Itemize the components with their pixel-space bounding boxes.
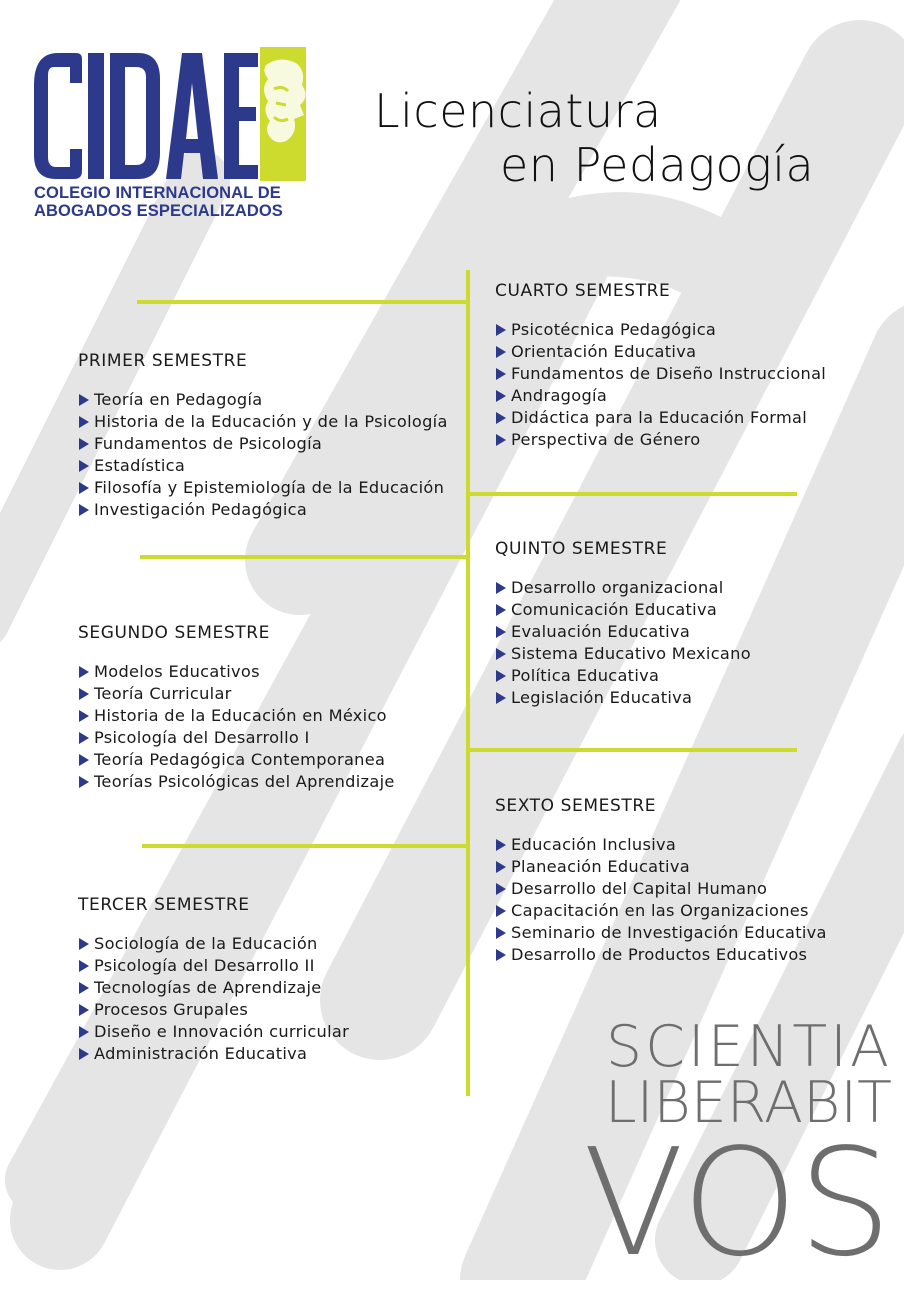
triangle-right-icon: [496, 949, 506, 961]
list-item: Tecnologías de Aprendizaje: [78, 977, 349, 999]
triangle-right-icon: [79, 754, 89, 766]
triangle-right-icon: [79, 504, 89, 516]
triangle-right-icon: [496, 346, 506, 358]
list-item: Desarrollo de Productos Educativos: [495, 944, 827, 966]
triangle-right-icon: [496, 626, 506, 638]
list-item: Teoría Pedagógica Contemporanea: [78, 749, 395, 771]
list-item: Psicología del Desarrollo II: [78, 955, 349, 977]
list-item: Sistema Educativo Mexicano: [495, 643, 751, 665]
list-item: Psicotécnica Pedagógica: [495, 319, 826, 341]
list-item: Sociología de la Educación: [78, 933, 349, 955]
cidae-logo: [30, 45, 310, 225]
list-item: Fundamentos de Diseño Instruccional: [495, 363, 826, 385]
semester-heading: QUINTO SEMESTRE: [495, 539, 668, 559]
motto-line3: VOS: [582, 1117, 892, 1289]
list-item: Evaluación Educativa: [495, 621, 751, 643]
triangle-right-icon: [79, 982, 89, 994]
list-item: Teoría Curricular: [78, 683, 395, 705]
triangle-right-icon: [79, 960, 89, 972]
logo-subtitle-line1: COLEGIO INTERNACIONAL DE: [34, 184, 281, 202]
triangle-right-icon: [496, 582, 506, 594]
list-item: Seminario de Investigación Educativa: [495, 922, 827, 944]
list-item: Desarrollo del Capital Humano: [495, 878, 827, 900]
triangle-right-icon: [496, 927, 506, 939]
semester-6-section: [495, 796, 827, 966]
semester-heading: CUARTO SEMESTRE: [495, 281, 671, 301]
triangle-right-icon: [79, 482, 89, 494]
timeline-connector-4: [466, 492, 797, 496]
list-item: Legislación Educativa: [495, 687, 751, 709]
triangle-right-icon: [496, 368, 506, 380]
triangle-right-icon: [496, 883, 506, 895]
list-item: Teoría en Pedagogía: [78, 389, 448, 411]
triangle-right-icon: [496, 604, 506, 616]
triangle-right-icon: [79, 1048, 89, 1060]
triangle-right-icon: [79, 710, 89, 722]
list-item: Orientación Educativa: [495, 341, 826, 363]
list-item: Historia de la Educación y de la Psicología: [78, 411, 448, 433]
triangle-right-icon: [496, 839, 506, 851]
semester-heading: SEGUNDO SEMESTRE: [78, 623, 271, 643]
triangle-right-icon: [496, 434, 506, 446]
list-item: Andragogía: [495, 385, 826, 407]
triangle-right-icon: [496, 390, 506, 402]
list-item: Política Educativa: [495, 665, 751, 687]
motto-line2: LIBERABIT: [604, 1070, 892, 1136]
triangle-right-icon: [79, 1026, 89, 1038]
semester-heading: PRIMER SEMESTRE: [78, 351, 248, 371]
triangle-right-icon: [496, 412, 506, 424]
semester-heading: SEXTO SEMESTRE: [495, 796, 657, 816]
triangle-right-icon: [79, 438, 89, 450]
list-item: Modelos Educativos: [78, 661, 395, 683]
triangle-right-icon: [496, 324, 506, 336]
list-item: Investigación Pedagógica: [78, 499, 448, 521]
triangle-right-icon: [79, 776, 89, 788]
logo-subtitle-line2: ABOGADOS ESPECIALIZADOS: [34, 202, 283, 220]
list-item: Psicología del Desarrollo I: [78, 727, 395, 749]
list-item: Didáctica para la Educación Formal: [495, 407, 826, 429]
triangle-right-icon: [79, 938, 89, 950]
triangle-right-icon: [496, 648, 506, 660]
triangle-right-icon: [79, 416, 89, 428]
cidae-logo-mark: [30, 45, 310, 185]
timeline-vertical-line: [466, 270, 470, 1096]
triangle-right-icon: [79, 666, 89, 678]
course-list: [495, 577, 751, 709]
list-item: Perspectiva de Género: [495, 429, 826, 451]
page-title-line1: Licenciatura: [374, 84, 662, 138]
list-item: Historia de la Educación en México: [78, 705, 395, 727]
course-list: [495, 319, 826, 451]
triangle-right-icon: [496, 905, 506, 917]
triangle-right-icon: [79, 732, 89, 744]
list-item: Teorías Psicológicas del Aprendizaje: [78, 771, 395, 793]
list-item: Administración Educativa: [78, 1043, 349, 1065]
list-item: Planeación Educativa: [495, 856, 827, 878]
timeline-connector-5: [466, 748, 797, 752]
course-list: [78, 389, 448, 521]
triangle-right-icon: [496, 861, 506, 873]
triangle-right-icon: [79, 688, 89, 700]
list-item: Comunicación Educativa: [495, 599, 751, 621]
list-item: Desarrollo organizacional: [495, 577, 751, 599]
list-item: Educación Inclusiva: [495, 834, 827, 856]
timeline-connector-1: [137, 300, 470, 304]
triangle-right-icon: [496, 692, 506, 704]
page-title-line2: en Pedagogía: [500, 138, 815, 192]
semester-2-section: [78, 623, 395, 793]
list-item: Estadística: [78, 455, 448, 477]
semester-3-section: [78, 895, 349, 1065]
motto-line1: SCIENTIA: [605, 1014, 892, 1080]
triangle-right-icon: [79, 394, 89, 406]
triangle-right-icon: [79, 460, 89, 472]
triangle-right-icon: [79, 1004, 89, 1016]
semester-1-section: [78, 351, 448, 521]
timeline-connector-3: [142, 844, 470, 848]
semester-4-section: [495, 281, 826, 451]
list-item: Capacitación en las Organizaciones: [495, 900, 827, 922]
list-item: Procesos Grupales: [78, 999, 349, 1021]
lion-head-icon: [260, 47, 306, 181]
course-list: [495, 834, 827, 966]
list-item: Fundamentos de Psicología: [78, 433, 448, 455]
course-list: [78, 661, 395, 793]
course-list: [78, 933, 349, 1065]
list-item: Diseño e Innovación curricular: [78, 1021, 349, 1043]
timeline-connector-2: [140, 555, 470, 559]
triangle-right-icon: [496, 670, 506, 682]
list-item: Filosofía y Epistemiología de la Educación: [78, 477, 448, 499]
semester-5-section: [495, 539, 751, 709]
semester-heading: TERCER SEMESTRE: [78, 895, 250, 915]
